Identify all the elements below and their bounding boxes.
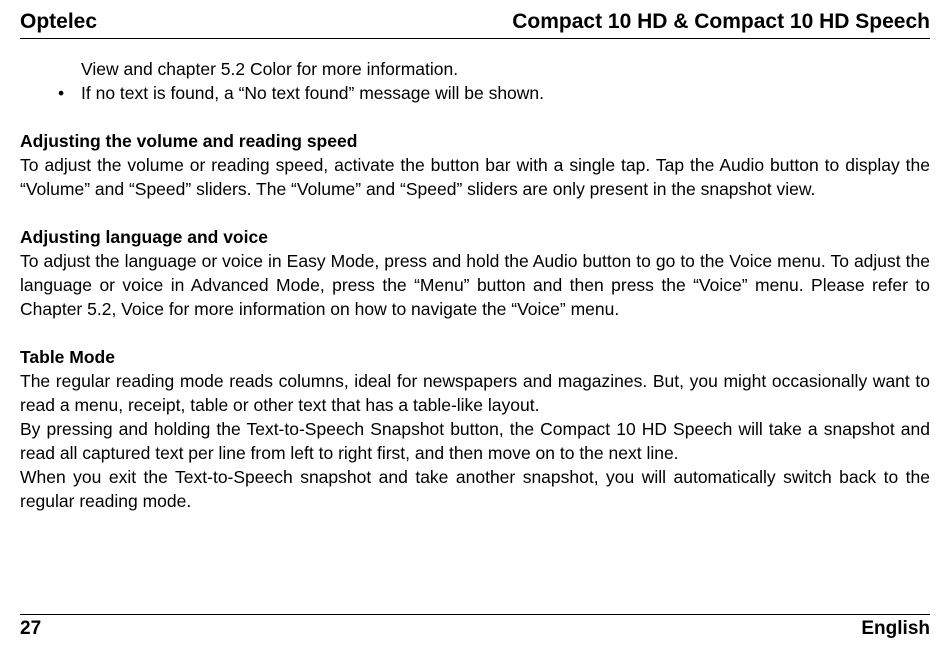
paragraph-table-mode-3: When you exit the Text-to-Speech snapshot and take another snapshot, you will automatically switch back to the regular reading mode. [20,467,930,511]
language-label: English [861,618,930,639]
bullet-icon: • [58,83,65,103]
paragraph-volume-speed: To adjust the volume or reading speed, activate the button bar with a single tap. Tap the Audio button to display the “Volume” and “Speed” sliders. The “Volume” and “Speed” sliders are only present in the snapshot view. [20,155,930,199]
page-content [20,57,930,513]
section-spacer [20,321,930,345]
page-number: 27 [20,618,42,639]
page-header [20,10,930,39]
section-spacer [20,201,930,225]
section-spacer [20,105,930,129]
paragraph-table-mode-2: By pressing and holding the Text-to-Speech Snapshot button, the Compact 10 HD Speech will take a snapshot and read all captured text per line from left to right first, and then move on to the next line. [20,419,930,463]
brand-name: Optelec [20,10,98,33]
paragraph-table-mode-1: The regular reading mode reads columns, ideal for newspapers and magazines. But, you might occasionally want to read a menu, receipt, table or other text that has a table-like layout. [20,371,930,415]
document-title: Compact 10 HD & Compact 10 HD Speech [512,10,930,33]
continuation-text: View and chapter 5.2 Color for more information. [81,59,459,79]
list-item-text: If no text is found, a “No text found” message will be shown. [81,83,545,103]
list-item [20,81,930,105]
section-heading-volume-speed: Adjusting the volume and reading speed [20,131,358,151]
page-footer [20,614,930,643]
section-heading-table-mode: Table Mode [20,347,115,367]
paragraph-language-voice: To adjust the language or voice in Easy Mode, press and hold the Audio button to go to the Voice menu. To adjust the language or voice in Advanced Mode, press the “Menu” button and then press the “Voice” menu. Please refer to Chapter 5.2, Voice for more information on how to navigate the “Voice” menu. [20,251,930,319]
section-heading-language-voice: Adjusting language and voice [20,227,268,247]
